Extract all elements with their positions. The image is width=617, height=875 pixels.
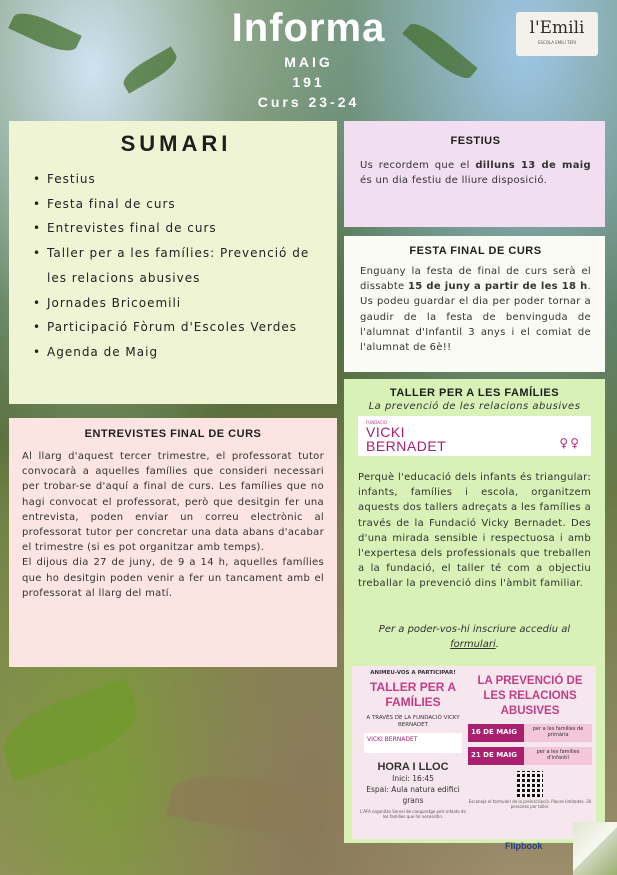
foundation-logo-name: VICKI BERNADET bbox=[366, 424, 447, 454]
poster-a-traves: A TRAVÉS DE LA FUNDACIÓ VICKY BERNADET bbox=[366, 715, 460, 728]
interviews-paragraph: Al llarg d'aquest tercer trimestre, el professorat tutor convocarà a aquelles famílies que consideri necessari per trobar-se d'aquí a final de curs. Les famílies que no hagi convocat el professorat, però que desitgin fer una entrevista, poden enviar un correu electrònic al professorat tutor per concretar una data abans d'acabar el trimestre (si es pot organitzar amb temps). bbox=[22, 451, 324, 554]
school-logo bbox=[516, 12, 598, 56]
workshop-poster bbox=[352, 666, 596, 839]
poster-hora-title: HORA I LLOC bbox=[377, 761, 449, 773]
party-panel bbox=[344, 236, 605, 372]
workshop-subtitle: La prevenció de les relacions abusives bbox=[368, 401, 581, 412]
text-span: és un dia festiu de lliure disposició. bbox=[360, 175, 548, 187]
poster-date: 16 DE MAIG bbox=[468, 724, 524, 742]
poster-right bbox=[468, 674, 592, 809]
holidays-panel bbox=[344, 121, 605, 227]
party-date: 15 de juny a partir de les 18 h bbox=[408, 281, 588, 293]
summary-item: • Agenda de Maig bbox=[31, 340, 321, 365]
summary-item: • Festa final de curs bbox=[31, 192, 321, 217]
poster-date-row bbox=[468, 724, 592, 742]
summary-list bbox=[31, 167, 321, 365]
logo-text: l'Emili bbox=[529, 18, 585, 38]
logo-subtext: ESCOLA EMILI TERI bbox=[537, 40, 577, 45]
background-leaf bbox=[167, 766, 333, 843]
summary-item: • Jornades Bricoemili bbox=[31, 291, 321, 316]
interviews-title: ENTREVISTES FINAL DE CURS bbox=[84, 428, 262, 440]
interviews-panel bbox=[9, 418, 337, 667]
poster-date: 21 DE MAIG bbox=[468, 747, 524, 765]
flipbook-logo: Flipbook bbox=[505, 841, 543, 851]
foundation-logo-small: FUNDACIÓ bbox=[366, 420, 388, 425]
poster-animeu: ANIMEU-VOS A PARTICIPAR! bbox=[370, 670, 456, 676]
issue-course: Curs 23-24 bbox=[257, 94, 360, 110]
page-title: Informa bbox=[231, 6, 386, 50]
poster-foundation-logo: VICKI BERNADET bbox=[364, 733, 462, 753]
summary-item: • Entrevistes final de curs bbox=[31, 216, 321, 241]
text-span: . bbox=[495, 638, 499, 650]
poster-date-who: per a les famílies de primària bbox=[524, 724, 592, 742]
party-text bbox=[360, 264, 591, 355]
workshop-body: Perquè l'educació dels infants és triangular: infants, famílies i escola, organitzem aquests dos tallers adreçats a les famílies a través de la Fundació Vicky Bernadet. Des d'una mirada sensible i respectuosa i amb l'expertesa dels professionals que treballen a la fundació, el taller té com a objectiu treballar la prevenció dins l'àmbit familiar. bbox=[358, 472, 591, 590]
poster-qr-text: Escaneja el formulari de la preinscripció. Places limitades. 30 persones per taller. bbox=[468, 799, 592, 809]
issue-number: 191 bbox=[292, 74, 325, 90]
text-span: . Us podeu guardar el dia per poder tornar a gaudir de la festa de benvinguda de l'alumnat d'Infantil 3 anys i el comiat de l'alumnat de 6è!! bbox=[360, 281, 591, 354]
foundation-logo bbox=[358, 416, 591, 456]
summary-title: SUMARI bbox=[120, 131, 232, 156]
summary-item: • Festius bbox=[31, 167, 321, 192]
issue-month: MAIG bbox=[284, 54, 333, 70]
poster-left bbox=[358, 670, 468, 819]
holiday-date: dilluns 13 de maig bbox=[475, 160, 591, 171]
holidays-title: FESTIUS bbox=[450, 135, 501, 147]
form-link[interactable]: formulari bbox=[450, 638, 496, 650]
qr-code-icon[interactable] bbox=[517, 771, 543, 797]
workshop-form-text bbox=[352, 622, 597, 652]
summary-item: • Taller per a les famílies: Prevenció de les relacions abusives bbox=[31, 241, 321, 290]
text-span: Us recordem que el bbox=[360, 160, 476, 171]
poster-right-title: LA PREVENCIÓ DE LES RELACIONS ABUSIVES bbox=[477, 675, 583, 717]
poster-inici: Inici: 16:45 bbox=[392, 774, 434, 783]
poster-taller-title: TALLER PER A FAMÍLIES bbox=[370, 680, 456, 709]
poster-espai: Espai: Aula natura edifici grans bbox=[366, 785, 460, 805]
background-leaf bbox=[0, 678, 146, 782]
party-title: FESTA FINAL DE CURS bbox=[409, 245, 542, 257]
text-span: Per a poder-vos-hi inscriure accediu al bbox=[378, 623, 571, 635]
summary-panel bbox=[9, 121, 337, 404]
poster-date-who: per a les famílies d'infantil bbox=[524, 747, 592, 765]
people-icon: ♀♀ bbox=[559, 436, 581, 450]
poster-foot: L'AFA organitza Servei de canguratge pels infants de les famílies que ho necessitin. bbox=[360, 809, 466, 819]
summary-item: • Participació Fòrum d'Escoles Verdes bbox=[31, 315, 321, 340]
poster-date-row bbox=[468, 747, 592, 765]
text-span: Enguany la festa de final de curs serà el dissabte bbox=[360, 266, 591, 293]
holidays-text bbox=[360, 158, 591, 188]
interviews-paragraph: El dijous dia 27 de juny, de 9 a 14 h, aquelles famílies que ho desitgin poden venir a fer un tancament amb el professorat al llarg del matí. bbox=[22, 557, 324, 599]
workshop-title: TALLER PER A LES FAMÍLIES bbox=[389, 387, 560, 399]
page-curl-corner[interactable] bbox=[573, 822, 617, 875]
